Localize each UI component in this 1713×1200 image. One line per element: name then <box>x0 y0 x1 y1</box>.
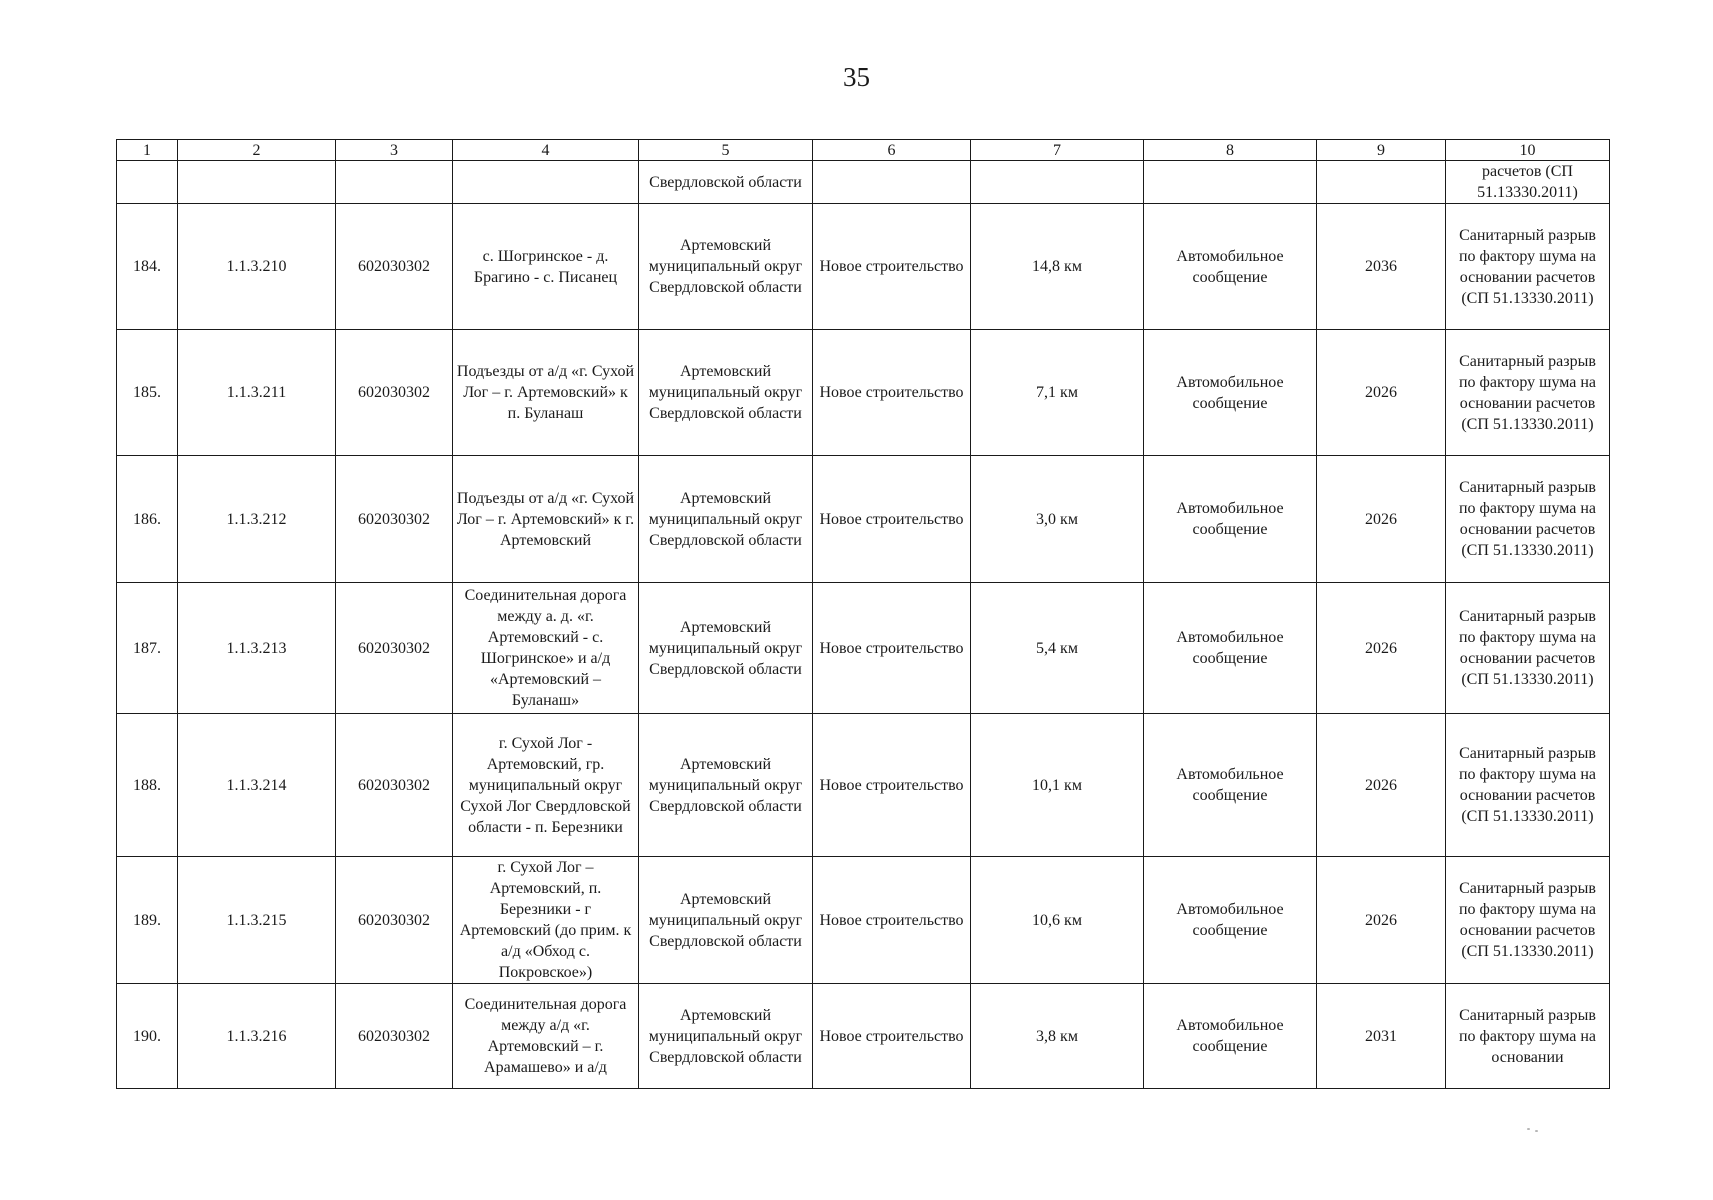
location-cell: Артемовский муниципальный округ Свердловской области <box>639 330 813 456</box>
column-header: 8 <box>1144 140 1317 161</box>
oktmo-cell: 602030302 <box>336 714 453 857</box>
row-number-cell: 185. <box>117 330 178 456</box>
location-cell: Свердловской области <box>639 161 813 204</box>
length-cell: 10,1 км <box>971 714 1144 857</box>
location-cell: Артемовский муниципальный округ Свердловской области <box>639 984 813 1089</box>
table-cell <box>813 161 971 204</box>
table-row <box>117 857 1610 984</box>
purpose-cell: Автомобильное сообщение <box>1144 984 1317 1089</box>
object-name-cell: г. Сухой Лог - Артемовский, гр. муниципальный округ Сухой Лог Свердловской области - п. Березники <box>453 714 639 857</box>
purpose-cell: Автомобильное сообщение <box>1144 204 1317 330</box>
oktmo-cell: 602030302 <box>336 984 453 1089</box>
object-name-cell: Подъезды от а/д «г. Сухой Лог – г. Артемовский» к г. Артемовский <box>453 456 639 583</box>
table-row <box>117 204 1610 330</box>
zone-cell: Санитарный разрыв по фактору шума на основании расчетов (СП 51.13330.2011) <box>1446 714 1610 857</box>
object-name-cell: Подъезды от а/д «г. Сухой Лог – г. Артемовский» к п. Буланаш <box>453 330 639 456</box>
row-number-cell: 186. <box>117 456 178 583</box>
purpose-cell: Автомобильное сообщение <box>1144 857 1317 984</box>
code-cell: 1.1.3.212 <box>178 456 336 583</box>
table-row <box>117 330 1610 456</box>
column-header: 2 <box>178 140 336 161</box>
table-row-continuation <box>117 161 1610 204</box>
zone-cell: Санитарный разрыв по фактору шума на основании расчетов (СП 51.13330.2011) <box>1446 330 1610 456</box>
object-name-cell: г. Сухой Лог – Артемовский, п. Березники - г Артемовский (до прим. к а/д «Обход с. Покровское») <box>453 857 639 984</box>
status-cell: Новое строительство <box>813 857 971 984</box>
table-cell <box>178 161 336 204</box>
column-header: 5 <box>639 140 813 161</box>
oktmo-cell: 602030302 <box>336 857 453 984</box>
object-name-cell: Соединительная дорога между а. д. «г. Артемовский - с. Шогринское» и а/д «Артемовский – Буланаш» <box>453 583 639 714</box>
table-row <box>117 456 1610 583</box>
code-cell: 1.1.3.211 <box>178 330 336 456</box>
year-cell: 2026 <box>1317 714 1446 857</box>
location-cell: Артемовский муниципальный округ Свердловской области <box>639 204 813 330</box>
length-cell: 10,6 км <box>971 857 1144 984</box>
purpose-cell: Автомобильное сообщение <box>1144 714 1317 857</box>
zone-cell: Санитарный разрыв по фактору шума на основании расчетов (СП 51.13330.2011) <box>1446 857 1610 984</box>
status-cell: Новое строительство <box>813 583 971 714</box>
code-cell: 1.1.3.215 <box>178 857 336 984</box>
purpose-cell: Автомобильное сообщение <box>1144 330 1317 456</box>
row-number-cell: 184. <box>117 204 178 330</box>
column-header: 9 <box>1317 140 1446 161</box>
table-cell <box>453 161 639 204</box>
row-number-cell: 190. <box>117 984 178 1089</box>
table-row <box>117 583 1610 714</box>
scan-speck <box>1535 1130 1538 1132</box>
column-header: 6 <box>813 140 971 161</box>
status-cell: Новое строительство <box>813 330 971 456</box>
location-cell: Артемовский муниципальный округ Свердловской области <box>639 583 813 714</box>
location-cell: Артемовский муниципальный округ Свердловской области <box>639 714 813 857</box>
code-cell: 1.1.3.214 <box>178 714 336 857</box>
table-cell <box>1317 161 1446 204</box>
code-cell: 1.1.3.216 <box>178 984 336 1089</box>
status-cell: Новое строительство <box>813 204 971 330</box>
zone-cell: расчетов (СП 51.13330.2011) <box>1446 161 1610 204</box>
status-cell: Новое строительство <box>813 984 971 1089</box>
length-cell: 14,8 км <box>971 204 1144 330</box>
row-number-cell: 188. <box>117 714 178 857</box>
column-header: 3 <box>336 140 453 161</box>
row-number-cell: 189. <box>117 857 178 984</box>
column-header: 1 <box>117 140 178 161</box>
length-cell: 3,8 км <box>971 984 1144 1089</box>
code-cell: 1.1.3.210 <box>178 204 336 330</box>
zone-cell: Санитарный разрыв по фактору шума на основании <box>1446 984 1610 1089</box>
scan-speck <box>1527 1128 1530 1130</box>
object-name-cell: Соединительная дорога между а/д «г. Артемовский – г. Арамашево» и а/д <box>453 984 639 1089</box>
table-cell <box>336 161 453 204</box>
column-header: 7 <box>971 140 1144 161</box>
year-cell: 2026 <box>1317 857 1446 984</box>
table-cell <box>971 161 1144 204</box>
oktmo-cell: 602030302 <box>336 330 453 456</box>
zone-cell: Санитарный разрыв по фактору шума на основании расчетов (СП 51.13330.2011) <box>1446 583 1610 714</box>
length-cell: 5,4 км <box>971 583 1144 714</box>
column-header: 4 <box>453 140 639 161</box>
oktmo-cell: 602030302 <box>336 583 453 714</box>
location-cell: Артемовский муниципальный округ Свердловской области <box>639 857 813 984</box>
zone-cell: Санитарный разрыв по фактору шума на основании расчетов (СП 51.13330.2011) <box>1446 204 1610 330</box>
status-cell: Новое строительство <box>813 714 971 857</box>
column-header: 10 <box>1446 140 1610 161</box>
year-cell: 2026 <box>1317 456 1446 583</box>
oktmo-cell: 602030302 <box>336 456 453 583</box>
purpose-cell: Автомобильное сообщение <box>1144 456 1317 583</box>
table-cell <box>117 161 178 204</box>
code-cell: 1.1.3.213 <box>178 583 336 714</box>
row-number-cell: 187. <box>117 583 178 714</box>
zone-cell: Санитарный разрыв по фактору шума на основании расчетов (СП 51.13330.2011) <box>1446 456 1610 583</box>
year-cell: 2036 <box>1317 204 1446 330</box>
year-cell: 2026 <box>1317 583 1446 714</box>
year-cell: 2026 <box>1317 330 1446 456</box>
year-cell: 2031 <box>1317 984 1446 1089</box>
table-header-row <box>117 140 1610 161</box>
table-row <box>117 714 1610 857</box>
oktmo-cell: 602030302 <box>336 204 453 330</box>
status-cell: Новое строительство <box>813 456 971 583</box>
location-cell: Артемовский муниципальный округ Свердловской области <box>639 456 813 583</box>
purpose-cell: Автомобильное сообщение <box>1144 583 1317 714</box>
length-cell: 3,0 км <box>971 456 1144 583</box>
length-cell: 7,1 км <box>971 330 1144 456</box>
road-objects-table <box>116 139 1610 1089</box>
page-number: 35 <box>843 62 870 92</box>
object-name-cell: с. Шогринское - д. Брагино - с. Писанец <box>453 204 639 330</box>
table-cell <box>1144 161 1317 204</box>
table-row <box>117 984 1610 1089</box>
